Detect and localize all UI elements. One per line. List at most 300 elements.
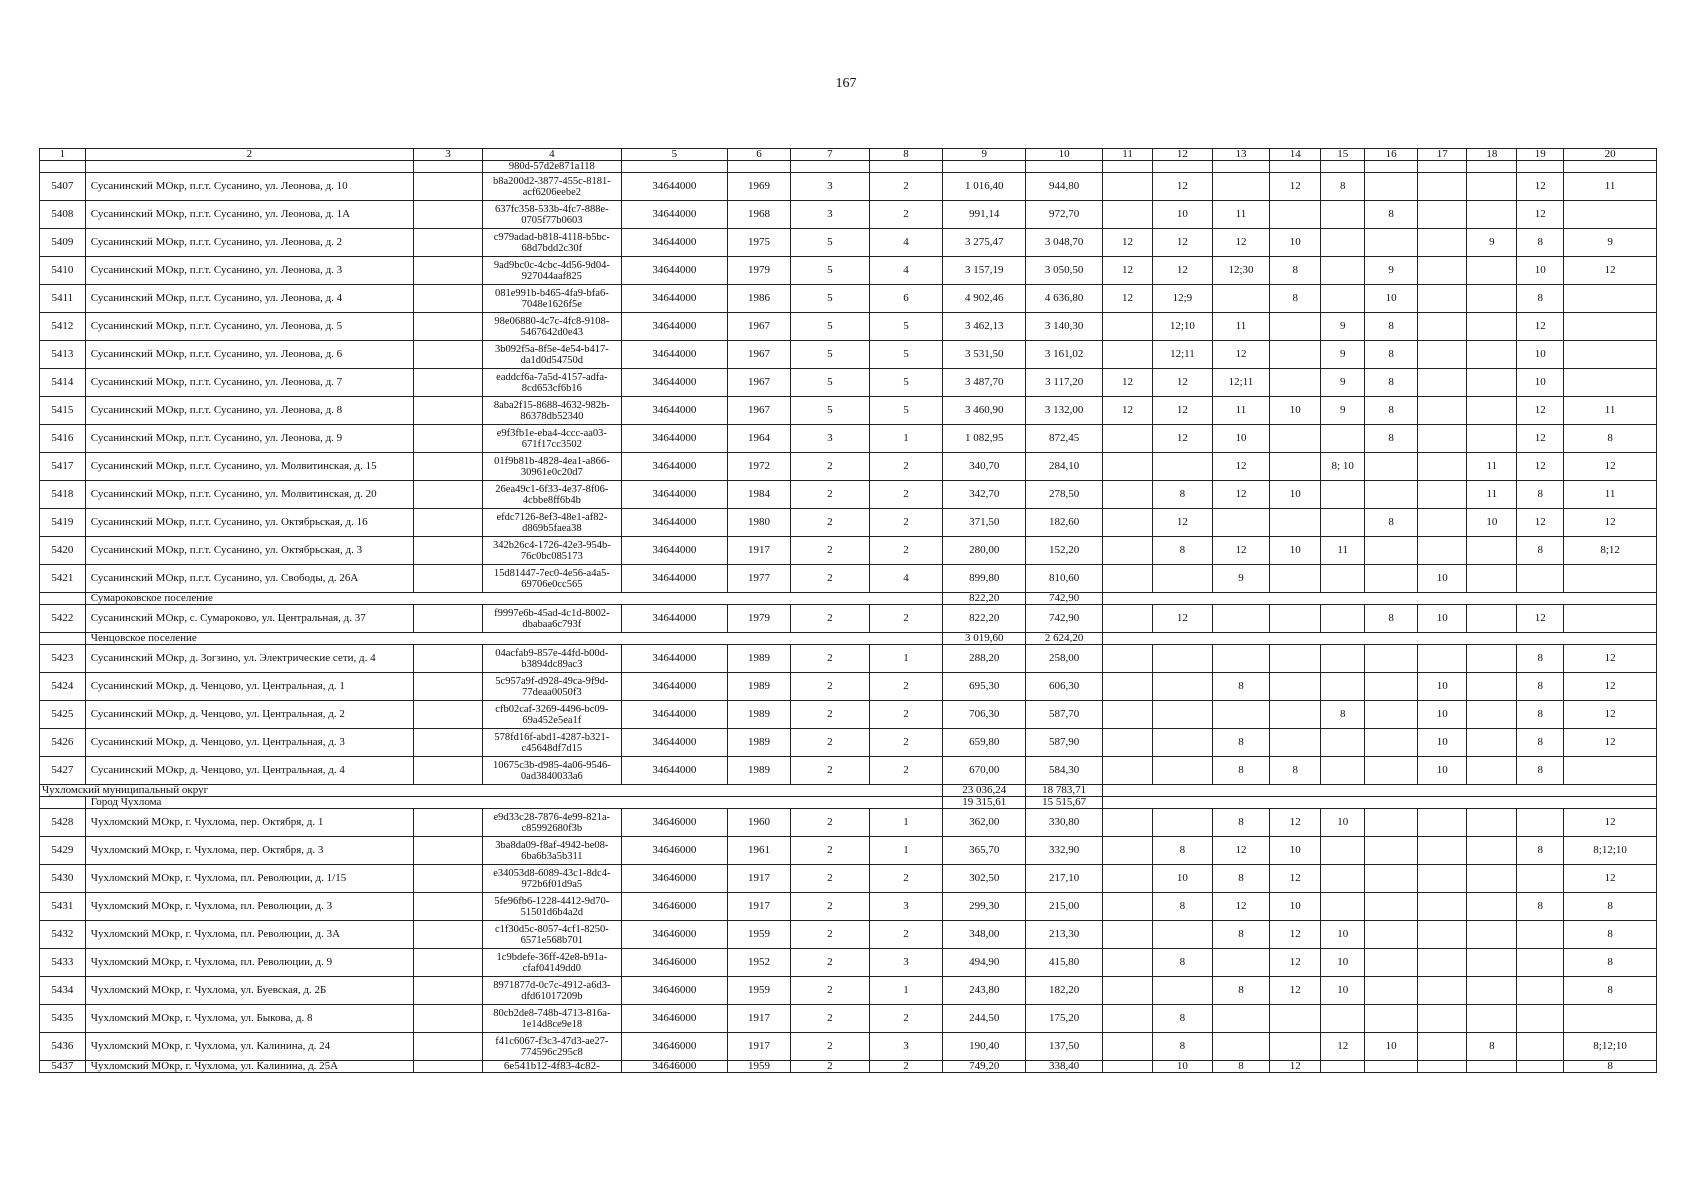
cell: 3 157,19 (943, 257, 1026, 285)
address: Сусанинский МОкр, п.г.т. Сусанино, ул. Леонова, д. 3 (85, 257, 413, 285)
cell: 10 (1321, 809, 1365, 837)
cell: 10 (1270, 229, 1321, 257)
cell (1418, 921, 1467, 949)
cell (1321, 229, 1365, 257)
build-year: 1952 (728, 949, 791, 977)
cell: 659,80 (943, 729, 1026, 757)
cell: 12 (1321, 1033, 1365, 1061)
cell (1517, 565, 1564, 593)
cell: 12 (1212, 481, 1270, 509)
record-id: 5428 (40, 809, 86, 837)
cell: 3 531,50 (943, 341, 1026, 369)
cell: 8 (1270, 257, 1321, 285)
cell (1418, 1061, 1467, 1073)
cell (1365, 949, 1418, 977)
cell (1103, 757, 1153, 785)
cell (1153, 809, 1213, 837)
empty-cell (85, 161, 413, 173)
oktmo-code: 34644000 (621, 173, 728, 201)
record-uuid: 04acfab9-857e-44fd-b00d-b3894dc89ac3 (483, 645, 621, 673)
cell (1365, 921, 1418, 949)
cell: 12 (1153, 397, 1213, 425)
cell (413, 313, 482, 341)
cell (1517, 865, 1564, 893)
oktmo-code: 34644000 (621, 425, 728, 453)
cell: 5 (790, 369, 869, 397)
build-year: 1989 (728, 729, 791, 757)
address: Сусанинский МОкр, п.г.т. Сусанино, ул. Леонова, д. 9 (85, 425, 413, 453)
cell (1564, 313, 1657, 341)
cell: 3 (869, 949, 943, 977)
cell: 8 (1153, 837, 1213, 865)
cell (1467, 701, 1517, 729)
cell (1270, 341, 1321, 369)
table-row (40, 369, 1657, 397)
cell (1270, 605, 1321, 633)
table-row (40, 313, 1657, 341)
address: Сусанинский МОкр, д. Ченцово, ул. Центральная, д. 1 (85, 673, 413, 701)
column-number: 9 (943, 149, 1026, 161)
cell: 11 (1212, 201, 1270, 229)
cell (413, 701, 482, 729)
cell (1467, 537, 1517, 565)
cell: 1 016,40 (943, 173, 1026, 201)
cell: 2 (790, 645, 869, 673)
cell: 2 (869, 201, 943, 229)
cell (1467, 729, 1517, 757)
address: Сусанинский МОкр, д. Ченцово, ул. Центральная, д. 2 (85, 701, 413, 729)
empty-cell (1365, 161, 1418, 173)
cell: 348,00 (943, 921, 1026, 949)
oktmo-code: 34646000 (621, 949, 728, 977)
cell: 3 275,47 (943, 229, 1026, 257)
cell: 10 (1418, 673, 1467, 701)
cell (1365, 977, 1418, 1005)
cell (1321, 257, 1365, 285)
cell (1418, 893, 1467, 921)
cell: 3 460,90 (943, 397, 1026, 425)
cell: 182,60 (1026, 509, 1103, 537)
cell (1103, 509, 1153, 537)
cell: 2 (790, 893, 869, 921)
table-row (40, 1061, 1657, 1073)
cell (1564, 757, 1657, 785)
column-number: 7 (790, 149, 869, 161)
cell: 8 (1517, 285, 1564, 313)
cell: 8 (1321, 173, 1365, 201)
cell: 8 (1212, 673, 1270, 701)
cell (1365, 729, 1418, 757)
table-row (40, 977, 1657, 1005)
cell (1365, 809, 1418, 837)
cell: 2 (790, 701, 869, 729)
cell (1418, 285, 1467, 313)
cell (1103, 537, 1153, 565)
oktmo-code: 34644000 (621, 369, 728, 397)
subtotal-living-area: 2 624,20 (1026, 633, 1103, 645)
cell: 5 (869, 369, 943, 397)
subtotal-row (40, 593, 1657, 605)
record-id: 5436 (40, 1033, 86, 1061)
cell: 12 (1564, 257, 1657, 285)
cell: 2 (790, 757, 869, 785)
cell: 8 (1564, 977, 1657, 1005)
cell: 3 (869, 893, 943, 921)
cell (1103, 893, 1153, 921)
cell (1467, 605, 1517, 633)
cell (1564, 369, 1657, 397)
cell: 8 (1270, 757, 1321, 785)
cell: 217,10 (1026, 865, 1103, 893)
cell: 1 (869, 425, 943, 453)
cell: 10 (1517, 341, 1564, 369)
record-uuid: e9d33c28-7876-4e99-821a-c85992680f3b (483, 809, 621, 837)
cell: 2 (790, 921, 869, 949)
cell: 1 (869, 977, 943, 1005)
cell: 12 (1153, 509, 1213, 537)
cell: 1 (869, 809, 943, 837)
oktmo-code: 34646000 (621, 809, 728, 837)
record-uuid: 1c9bdefe-36ff-42e8-b91a-cfaf04149dd0 (483, 949, 621, 977)
cell: 12 (1270, 865, 1321, 893)
cell: 606,30 (1026, 673, 1103, 701)
column-number: 2 (85, 149, 413, 161)
cell (1467, 865, 1517, 893)
cell: 8 (1517, 537, 1564, 565)
cell (413, 229, 482, 257)
cell: 1 (869, 837, 943, 865)
address: Сусанинский МОкр, п.г.т. Сусанино, ул. Леонова, д. 7 (85, 369, 413, 397)
cell: 12 (1212, 537, 1270, 565)
table-row (40, 341, 1657, 369)
cell (1418, 809, 1467, 837)
table-row (40, 453, 1657, 481)
oktmo-code: 34646000 (621, 865, 728, 893)
cell: 10 (1270, 537, 1321, 565)
cell: 8 (1365, 397, 1418, 425)
record-uuid: 8971877d-0c7c-4912-a6d3-dfd61017209b (483, 977, 621, 1005)
cell: 494,90 (943, 949, 1026, 977)
cell (413, 509, 482, 537)
oktmo-code: 34644000 (621, 397, 728, 425)
cell (1321, 645, 1365, 673)
cell: 2 (790, 865, 869, 893)
cell (1467, 397, 1517, 425)
cell (413, 837, 482, 865)
address: Сусанинский МОкр, п.г.т. Сусанино, ул. Октябрьская, д. 16 (85, 509, 413, 537)
record-uuid: 15d81447-7ec0-4e56-a4a5-69706e0cc565 (483, 565, 621, 593)
column-number: 20 (1564, 149, 1657, 161)
cell: 10 (1212, 425, 1270, 453)
cell: 11 (1467, 481, 1517, 509)
cell (1103, 949, 1153, 977)
cell (1212, 645, 1270, 673)
table-row (40, 425, 1657, 453)
record-uuid: 98e06880-4c7c-4fc8-9108-5467642d0e43 (483, 313, 621, 341)
cell (1153, 673, 1213, 701)
cell: 12 (1564, 865, 1657, 893)
cell: 12 (1212, 453, 1270, 481)
cell: 9 (1321, 313, 1365, 341)
record-id: 5420 (40, 537, 86, 565)
cell: 12 (1564, 809, 1657, 837)
cell: 9 (1212, 565, 1270, 593)
record-id: 5412 (40, 313, 86, 341)
cell: 12 (1212, 837, 1270, 865)
cell (1365, 1061, 1418, 1073)
section-label: Сумароковское поселение (85, 593, 942, 605)
cell (1467, 285, 1517, 313)
record-uuid: 980d-57d2e871a118 (483, 161, 621, 173)
cell (413, 453, 482, 481)
cell (1321, 481, 1365, 509)
cell: 12 (1270, 1061, 1321, 1073)
cell (1270, 201, 1321, 229)
cell: 11 (1212, 397, 1270, 425)
cell: 8 (1365, 605, 1418, 633)
cell (413, 757, 482, 785)
record-id: 5419 (40, 509, 86, 537)
record-uuid: 5fe96fb6-1228-4412-9d70-51501d6b4a2d (483, 893, 621, 921)
cell: 2 (869, 173, 943, 201)
table-row (40, 605, 1657, 633)
cell (1321, 729, 1365, 757)
cell (1153, 977, 1213, 1005)
cell: 8 (1517, 645, 1564, 673)
column-number: 18 (1467, 149, 1517, 161)
address: Сусанинский МОкр, д. Ченцово, ул. Центральная, д. 4 (85, 757, 413, 785)
build-year: 1964 (728, 425, 791, 453)
cell: 2 (790, 565, 869, 593)
cell: 2 (869, 509, 943, 537)
cell: 12 (1270, 949, 1321, 977)
empty-cell (1517, 161, 1564, 173)
cell: 12 (1103, 397, 1153, 425)
build-year: 1975 (728, 229, 791, 257)
cell (1418, 509, 1467, 537)
record-uuid: f9997e6b-45ad-4c1d-8002-dbabaa6c793f (483, 605, 621, 633)
subtotal-row (40, 785, 1657, 797)
cell (1517, 1061, 1564, 1073)
cell (1103, 865, 1153, 893)
section-label: Чухломский муниципальный округ (40, 785, 943, 797)
address: Сусанинский МОкр, п.г.т. Сусанино, ул. Леонова, д. 6 (85, 341, 413, 369)
cell: 8 (1517, 481, 1564, 509)
cell: 12;9 (1153, 285, 1213, 313)
cell: 12 (1564, 729, 1657, 757)
empty-cell (1418, 161, 1467, 173)
subtotal-living-area: 742,90 (1026, 593, 1103, 605)
cell: 12 (1153, 369, 1213, 397)
cell (1418, 453, 1467, 481)
cell (1418, 229, 1467, 257)
cell: 12 (1212, 229, 1270, 257)
address: Сусанинский МОкр, п.г.т. Сусанино, ул. Леонова, д. 10 (85, 173, 413, 201)
cell (1418, 341, 1467, 369)
build-year: 1980 (728, 509, 791, 537)
record-id: 5430 (40, 865, 86, 893)
cell (1270, 425, 1321, 453)
oktmo-code: 34644000 (621, 565, 728, 593)
build-year: 1917 (728, 893, 791, 921)
cell: 8 (1467, 1033, 1517, 1061)
build-year: 1977 (728, 565, 791, 593)
cell: 12 (1153, 173, 1213, 201)
cell: 12 (1517, 173, 1564, 201)
cell (1103, 481, 1153, 509)
cell (413, 1005, 482, 1033)
column-number: 1 (40, 149, 86, 161)
cell (1564, 1005, 1657, 1033)
cell (1212, 949, 1270, 977)
cell (1103, 425, 1153, 453)
cell (1103, 1033, 1153, 1061)
cell: 5 (869, 313, 943, 341)
cell: 362,00 (943, 809, 1026, 837)
cell: 587,90 (1026, 729, 1103, 757)
cell (413, 537, 482, 565)
cell: 2 (869, 729, 943, 757)
cell (1321, 865, 1365, 893)
subtotal-living-area: 15 515,67 (1026, 797, 1103, 809)
cell: 8 (1270, 285, 1321, 313)
column-number: 10 (1026, 149, 1103, 161)
record-id: 5434 (40, 977, 86, 1005)
cell: 749,20 (943, 1061, 1026, 1073)
cell (1467, 201, 1517, 229)
cell: 8 (1153, 481, 1213, 509)
cell: 2 (869, 605, 943, 633)
build-year: 1986 (728, 285, 791, 313)
empty-cell (1103, 161, 1153, 173)
cell (1564, 201, 1657, 229)
cell (1270, 1033, 1321, 1061)
cell: 12;10 (1153, 313, 1213, 341)
cell (1270, 453, 1321, 481)
column-number: 3 (413, 149, 482, 161)
cell (1418, 481, 1467, 509)
cell: 12 (1270, 173, 1321, 201)
cell (413, 809, 482, 837)
cell: 1959 (728, 1061, 791, 1073)
cell: 10 (1270, 893, 1321, 921)
record-id: 5425 (40, 701, 86, 729)
oktmo-code: 34644000 (621, 229, 728, 257)
table-row (40, 865, 1657, 893)
oktmo-code: 34644000 (621, 757, 728, 785)
cell: 8 (1212, 729, 1270, 757)
cell (1321, 1005, 1365, 1033)
cell: 10 (1418, 565, 1467, 593)
record-uuid: 637fc358-533b-4fc7-888e-0705f77b0603 (483, 201, 621, 229)
record-id: 5409 (40, 229, 86, 257)
cell (1270, 565, 1321, 593)
cell: 4 (869, 229, 943, 257)
cell: 4 (869, 257, 943, 285)
cell: 8 (1212, 757, 1270, 785)
cell: 8 (1153, 1005, 1213, 1033)
cell: 8 (1153, 1033, 1213, 1061)
cell (413, 257, 482, 285)
cell (1321, 673, 1365, 701)
column-number-row (40, 149, 1657, 161)
cell (1467, 257, 1517, 285)
column-number: 8 (869, 149, 943, 161)
cell: 302,50 (943, 865, 1026, 893)
cell: 175,20 (1026, 1005, 1103, 1033)
cell (1103, 809, 1153, 837)
cell (1517, 809, 1564, 837)
build-year: 1968 (728, 201, 791, 229)
cell: 5 (790, 229, 869, 257)
cell (1467, 341, 1517, 369)
column-number: 13 (1212, 149, 1270, 161)
cell (1517, 921, 1564, 949)
cell: 2 (790, 977, 869, 1005)
record-uuid: 8aba2f15-8688-4632-982b-86378db52340 (483, 397, 621, 425)
cell (1103, 313, 1153, 341)
continuation-row (40, 161, 1657, 173)
cell (1418, 201, 1467, 229)
build-year: 1972 (728, 453, 791, 481)
cell (1321, 201, 1365, 229)
address: Сусанинский МОкр, с. Сумароково, ул. Центральная, д. 37 (85, 605, 413, 633)
cell (413, 949, 482, 977)
table-row (40, 565, 1657, 593)
cell: 3 140,30 (1026, 313, 1103, 341)
cell: 8 (1212, 921, 1270, 949)
oktmo-code: 34644000 (621, 605, 728, 633)
cell: 415,80 (1026, 949, 1103, 977)
oktmo-code: 34644000 (621, 645, 728, 673)
oktmo-code: 34646000 (621, 1033, 728, 1061)
record-uuid: 10675c3b-d985-4a06-9546-0ad3840033a6 (483, 757, 621, 785)
cell: 3 (790, 201, 869, 229)
build-year: 1917 (728, 1005, 791, 1033)
empty-cell (790, 161, 869, 173)
record-id: 5415 (40, 397, 86, 425)
cell: 5 (790, 397, 869, 425)
cell: 10 (1418, 701, 1467, 729)
cell (413, 921, 482, 949)
cell (1564, 565, 1657, 593)
cell: 2 (869, 1061, 943, 1073)
cell: 2 (790, 1033, 869, 1061)
oktmo-code: 34644000 (621, 201, 728, 229)
oktmo-code: 34644000 (621, 701, 728, 729)
cell: 11 (1564, 173, 1657, 201)
cell: 8;12 (1564, 537, 1657, 565)
cell (1365, 893, 1418, 921)
address: Чухломский МОкр, г. Чухлома, пер. Октября, д. 3 (85, 837, 413, 865)
cell: 2 (790, 537, 869, 565)
cell: 34646000 (621, 1061, 728, 1073)
cell (1517, 1005, 1564, 1033)
cell (1365, 865, 1418, 893)
build-year: 1984 (728, 481, 791, 509)
cell (1418, 173, 1467, 201)
cell: 8 (1365, 509, 1418, 537)
cell (1467, 757, 1517, 785)
record-id: 5416 (40, 425, 86, 453)
cell: 8 (1153, 537, 1213, 565)
empty-cell (413, 161, 482, 173)
empty-cell (40, 161, 86, 173)
cell: 695,30 (943, 673, 1026, 701)
empty-cell (1153, 161, 1213, 173)
cell: 991,14 (943, 201, 1026, 229)
cell: 11 (1321, 537, 1365, 565)
